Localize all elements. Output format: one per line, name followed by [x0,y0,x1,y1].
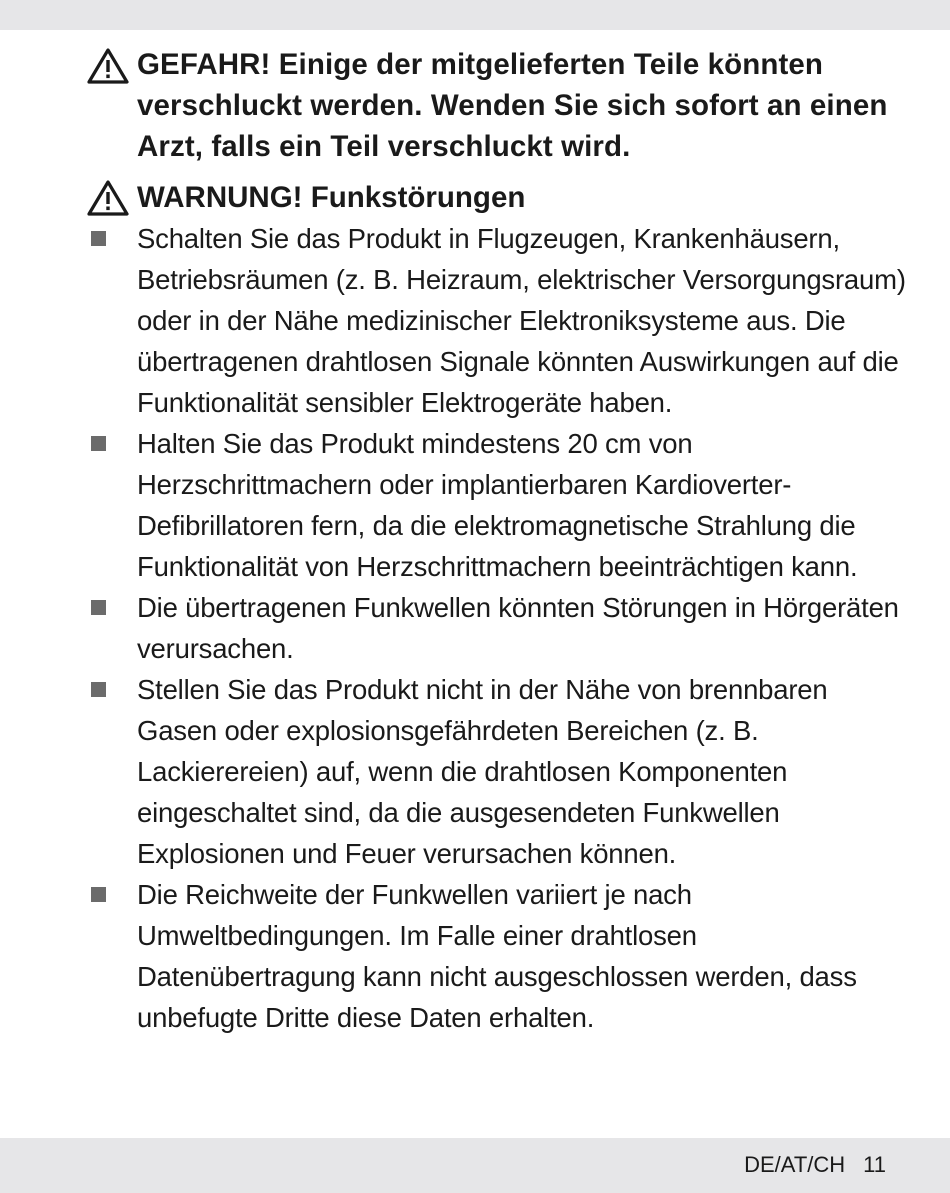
warning-title: WARNUNG! Funkstörungen [137,181,526,214]
warning-triangle-icon [86,179,130,217]
list-item [0,423,950,587]
list-item-text: Halten Sie das Produkt mindestens 20 cm von Herzschrittmachern oder implantierbaren Kardioverter-Defibrillatoren fern, da die elektromagnetische Strahlung die Funktionalität von Herzschrittmachern beeinträchtigen kann. [137,428,858,582]
page-content [0,44,950,1038]
warning-triangle-icon [86,47,130,85]
list-item-text: Die übertragenen Funkwellen könnten Störungen in Hörgeräten verursachen. [137,592,899,664]
warning-list [0,218,950,1038]
list-item-text: Schalten Sie das Produkt in Flugzeugen, Krankenhäusern, Betriebsräumen (z. B. Heizraum, elektrischer Versorgungsraum) oder in der Nähe medizinischer Elektroniksysteme aus. Die übertragenen drahtlosen Signale könnten Auswirkungen auf die Funktionalität sensibler Elektrogeräte haben. [137,223,906,418]
danger-notice [0,44,950,167]
list-item [0,669,950,874]
danger-text: GEFAHR! Einige der mitgelieferten Teile könnten verschluckt werden. Wenden Sie sich sofort an einen Arzt, falls ein Teil verschluckt wird. [137,48,888,163]
square-bullet-icon [91,436,106,451]
list-item [0,587,950,669]
square-bullet-icon [91,682,106,697]
square-bullet-icon [91,887,106,902]
list-item [0,874,950,1038]
list-item-text: Die Reichweite der Funkwellen variiert je nach Umweltbedingungen. Im Falle einer drahtlosen Datenübertragung kann nicht ausgeschlossen werden, dass unbefugte Dritte diese Daten erhalten. [137,879,857,1033]
page-number: 11 [863,1152,886,1177]
warning-heading [0,178,950,218]
square-bullet-icon [91,600,106,615]
square-bullet-icon [91,231,106,246]
list-item [0,218,950,423]
footer-region: DE/AT/CH [744,1152,846,1177]
page-footer [744,1150,886,1180]
top-band [0,0,950,30]
list-item-text: Stellen Sie das Produkt nicht in der Nähe von brennbaren Gasen oder explosionsgefährdeten Bereichen (z. B. Lackierereien) auf, wenn die drahtlosen Komponenten eingeschaltet sind, da die ausgesendeten Funkwellen Explosionen und Feuer verursachen können. [137,674,828,869]
